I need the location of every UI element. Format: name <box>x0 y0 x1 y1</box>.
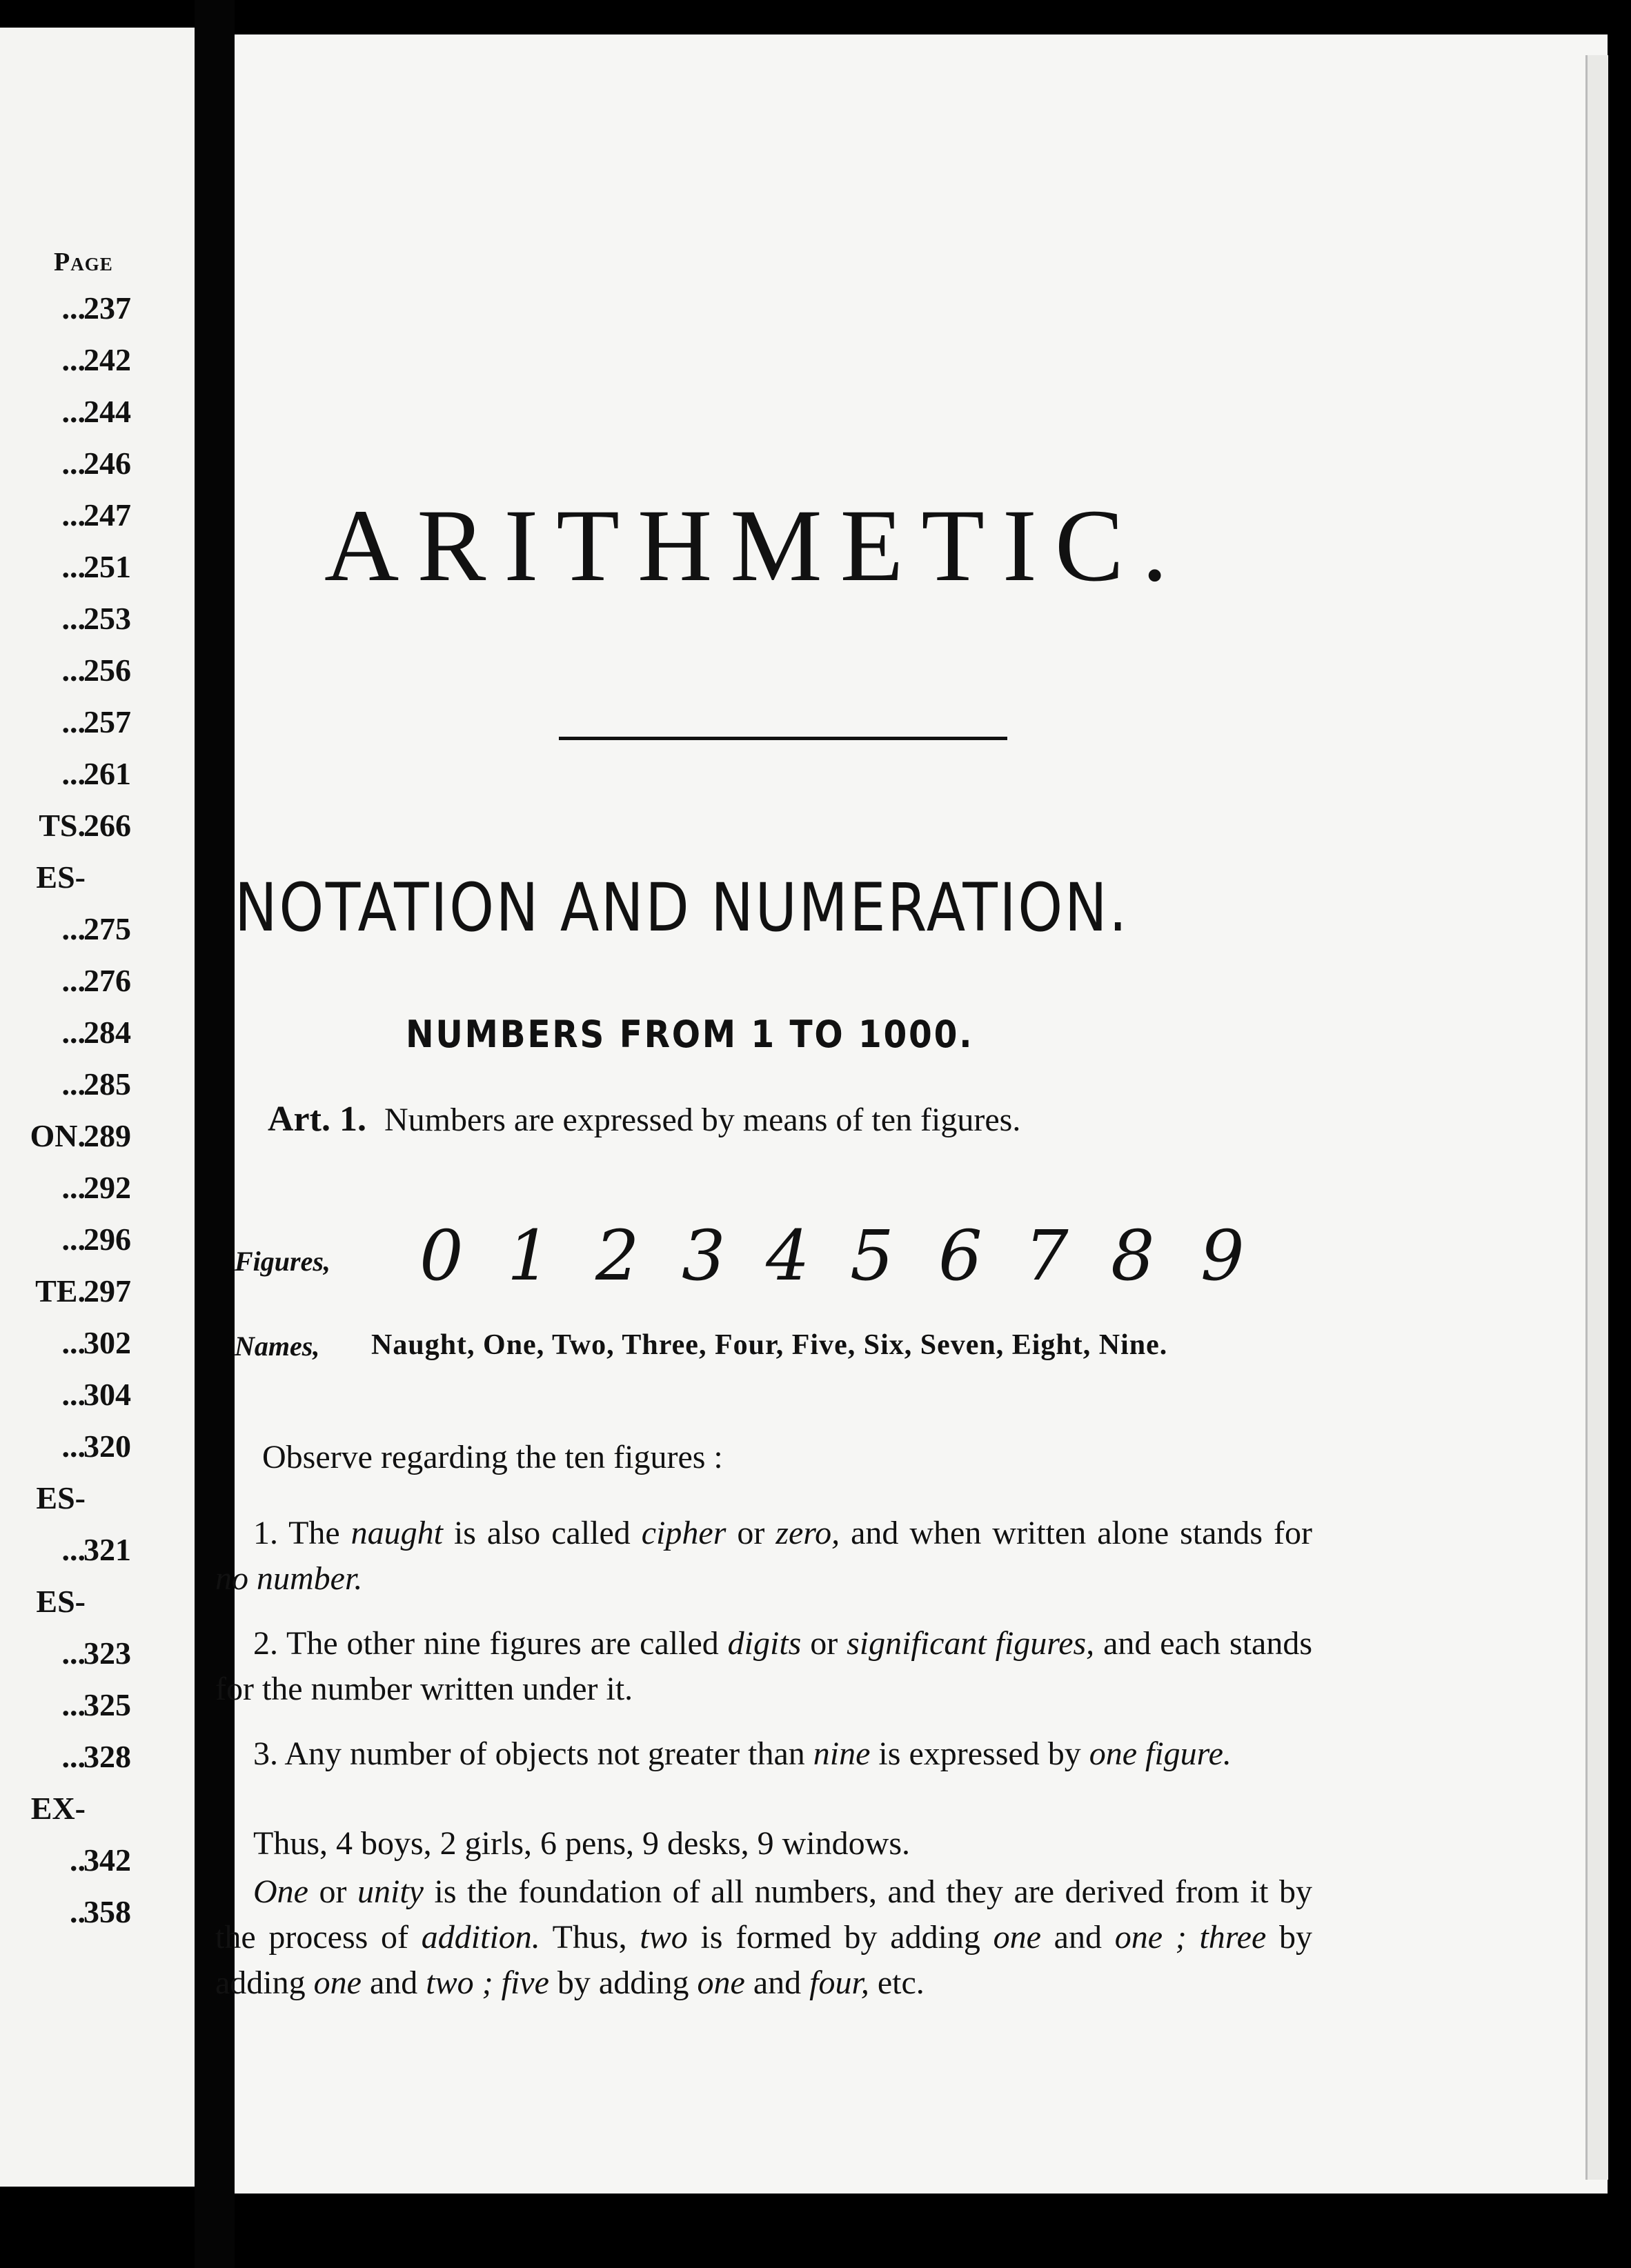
toc-row <box>0 1014 131 1055</box>
toc-entry-fragment: ES- <box>36 1480 86 1515</box>
figure-digit: 6 <box>938 1215 982 1296</box>
toc-row <box>0 755 131 797</box>
toc-row <box>0 704 131 745</box>
figure-digit: 8 <box>1111 1215 1155 1296</box>
toc-entry-fragment: ... <box>61 1170 86 1205</box>
toc-row <box>0 497 131 538</box>
toc-page-number: 276 <box>83 963 131 998</box>
toc-page-number: 251 <box>83 549 131 584</box>
toc-page-number: 247 <box>83 497 131 533</box>
toc-row <box>0 393 131 435</box>
toc-page-number: 325 <box>83 1687 131 1722</box>
figure-digit: 4 <box>766 1215 810 1296</box>
figure-digit: 2 <box>595 1215 640 1296</box>
toc-page-number: 285 <box>83 1066 131 1102</box>
toc-page-number: 256 <box>83 653 131 688</box>
toc-row <box>0 1376 131 1418</box>
toc-entry-fragment: ... <box>61 1687 86 1722</box>
figure-digit: 3 <box>682 1215 726 1296</box>
toc-entry-fragment: ... <box>61 290 86 326</box>
figure-digit: 1 <box>507 1215 551 1296</box>
toc-row <box>0 1117 131 1159</box>
toc-page-number: 297 <box>83 1273 131 1309</box>
toc-page-number: 284 <box>83 1015 131 1050</box>
toc-page-number: 323 <box>83 1635 131 1671</box>
chapter-heading: NOTATION AND NUMERATION. <box>235 869 1129 946</box>
figure-digit: 5 <box>850 1215 894 1296</box>
toc-row <box>0 1273 131 1314</box>
main-page <box>215 34 1608 2194</box>
toc-entry-fragment: ... <box>61 394 86 429</box>
toc-entry-fragment: ... <box>61 1066 86 1102</box>
toc-entry-fragment: ... <box>61 446 86 481</box>
paragraph-3: 3. Any number of objects not greater than nine is expressed by one figure. <box>253 1735 1232 1772</box>
toc-page-number: 237 <box>83 290 131 326</box>
toc-page-number: 296 <box>83 1222 131 1257</box>
toc-entry-fragment: TE. <box>35 1273 86 1309</box>
observe-line: Observe regarding the ten figures : <box>262 1439 723 1475</box>
toc-entry-fragment: ... <box>61 704 86 739</box>
toc-page-number: 358 <box>83 1894 131 1929</box>
toc-entry-fragment: ... <box>61 911 86 946</box>
toc-entry-fragment: ... <box>61 1532 86 1567</box>
toc-entry-fragment: ... <box>61 1635 86 1671</box>
toc-entry-fragment: ... <box>61 497 86 533</box>
toc-entry-fragment: ... <box>61 1222 86 1257</box>
toc-page-number: 261 <box>83 756 131 791</box>
names-list: Naught, One, Two, Three, Four, Five, Six, Seven, Eight, Nine. <box>371 1329 1168 1361</box>
toc-page-number: 321 <box>83 1532 131 1567</box>
toc-page-number: 266 <box>83 808 131 843</box>
toc-row <box>0 1169 131 1211</box>
toc-entry-fragment: ... <box>61 1429 86 1464</box>
toc-row <box>0 1687 131 1728</box>
toc-entry-fragment: ... <box>61 1377 86 1412</box>
toc-row <box>0 962 131 1004</box>
toc-entry-fragment: ... <box>61 1739 86 1774</box>
toc-page-number: 257 <box>83 704 131 739</box>
toc-entry-fragment: EX- <box>30 1791 86 1826</box>
toc-entry-fragment: ... <box>61 601 86 636</box>
toc-row <box>0 341 131 383</box>
figure-digit: 7 <box>1025 1215 1069 1296</box>
article-1 <box>268 1099 1020 1140</box>
toc-entry-fragment: ... <box>61 1015 86 1050</box>
toc-page-number: 244 <box>83 394 131 429</box>
toc-row <box>0 807 131 848</box>
toc-page-number: 302 <box>83 1325 131 1360</box>
toc-row <box>0 1531 131 1573</box>
left-page <box>0 28 195 2187</box>
toc-row <box>0 445 131 486</box>
toc-row <box>0 290 131 331</box>
toc-row <box>0 1428 131 1469</box>
names-label: Names, <box>235 1331 320 1362</box>
toc-page-header: Page <box>54 248 113 277</box>
page-edge <box>1585 55 1608 2180</box>
toc-row <box>0 859 131 900</box>
toc-row <box>0 1635 131 1676</box>
toc-page-number: 304 <box>83 1377 131 1412</box>
toc-entry-fragment: ES- <box>36 1584 86 1619</box>
toc-row <box>0 1790 131 1831</box>
paragraph-1: 1. The naught is also called cipher or zero, and when written alone stands for no number. <box>215 1515 1313 1597</box>
toc-page-number: 342 <box>83 1842 131 1878</box>
page-title: ARITHMETIC. <box>324 488 1186 603</box>
toc-page-number: 253 <box>83 601 131 636</box>
toc-entry-fragment: .. <box>70 1842 86 1878</box>
toc-row <box>0 1893 131 1935</box>
toc-page-number: 275 <box>83 911 131 946</box>
toc-entry-fragment: TS. <box>39 808 86 843</box>
toc-entry-fragment: ... <box>61 653 86 688</box>
toc-entry-fragment: ... <box>61 1325 86 1360</box>
paragraph-4: One or unity is the foundation of all numbers, and they are derived from it by the process of addition. Thus, two is formed by adding one and one ; three by adding one and two ; five by adding one and four, etc. <box>215 1873 1313 2001</box>
toc-entry-fragment: ON. <box>30 1118 86 1153</box>
toc-page-number: 246 <box>83 446 131 481</box>
figure-digit: 9 <box>1200 1215 1245 1296</box>
toc-row <box>0 1066 131 1107</box>
section-heading: NUMBERS FROM 1 TO 1000. <box>406 1013 974 1056</box>
toc-row <box>0 1221 131 1262</box>
toc-entry-fragment: ... <box>61 549 86 584</box>
figure-digit: 0 <box>419 1215 464 1296</box>
toc-row <box>0 600 131 641</box>
toc-row <box>0 1480 131 1521</box>
title-rule <box>559 737 1007 740</box>
toc-page-number: 292 <box>83 1170 131 1205</box>
toc-row <box>0 1324 131 1366</box>
toc-row <box>0 652 131 693</box>
article-label: Art. 1. <box>268 1100 366 1139</box>
toc-page-number: 328 <box>83 1739 131 1774</box>
toc-page-number: 289 <box>83 1118 131 1153</box>
toc-row <box>0 548 131 590</box>
toc-row <box>0 1842 131 1883</box>
toc-row <box>0 1738 131 1780</box>
toc-row <box>0 911 131 952</box>
toc-page-number: 320 <box>83 1429 131 1464</box>
toc-row <box>0 1583 131 1624</box>
toc-page-number: 242 <box>83 342 131 377</box>
article-text: Numbers are expressed by means of ten figures. <box>384 1102 1021 1138</box>
toc-entry-fragment: .. <box>70 1894 86 1929</box>
thus-line: Thus, 4 boys, 2 girls, 6 pens, 9 desks, 9 windows. <box>253 1825 911 1862</box>
toc-entry-fragment: ... <box>61 963 86 998</box>
figures-label: Figures, <box>235 1246 330 1277</box>
paragraph-2: 2. The other nine figures are called digits or significant figures, and each stands for the number written under it. <box>215 1625 1313 1707</box>
toc-entry-fragment: ... <box>61 342 86 377</box>
toc-entry-fragment: ES- <box>36 859 86 895</box>
toc-entry-fragment: ... <box>61 756 86 791</box>
